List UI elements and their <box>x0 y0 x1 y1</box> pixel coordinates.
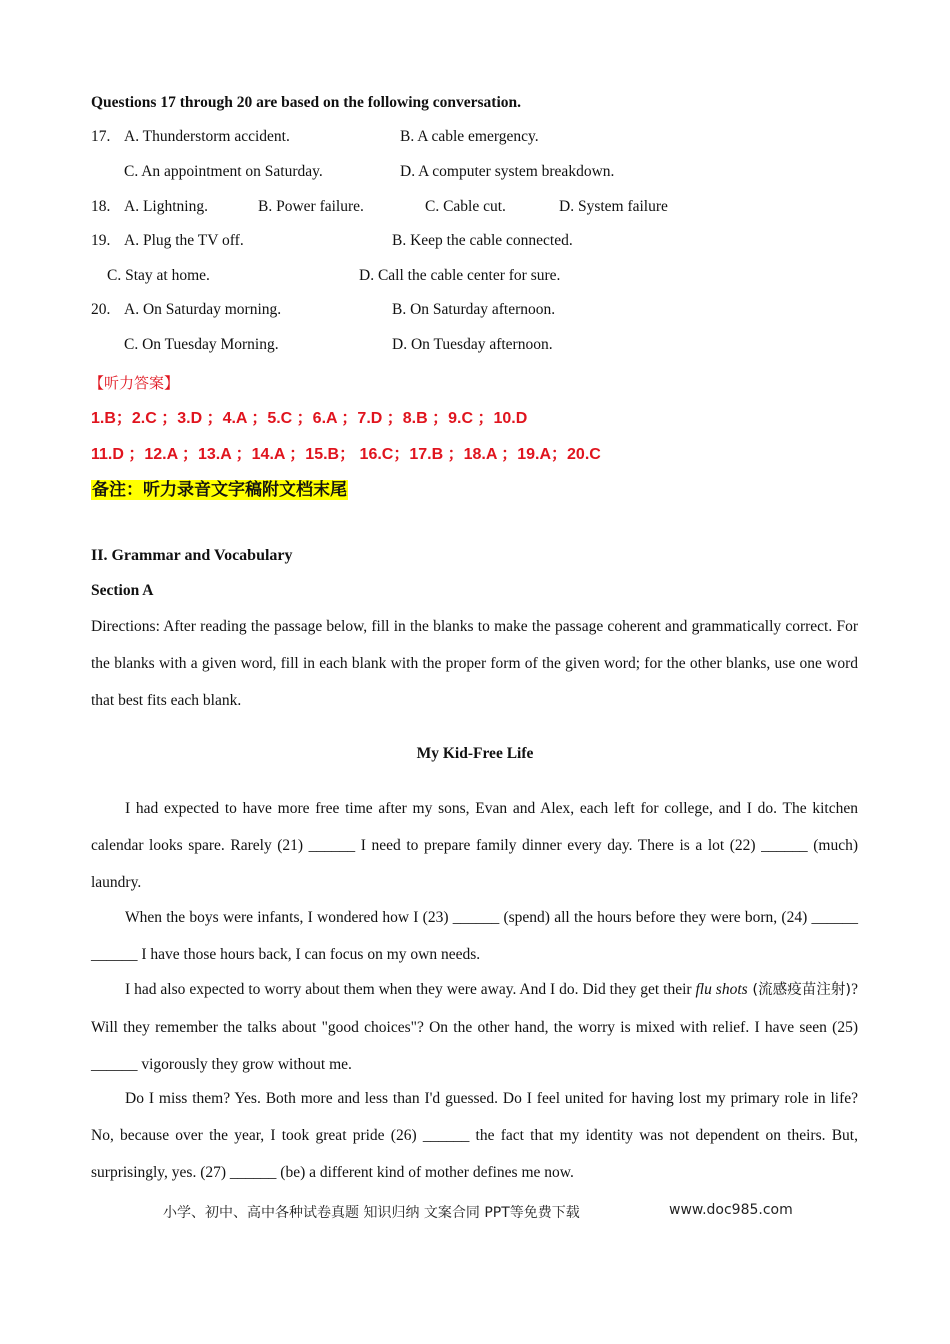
q18-option-a: A. Lightning. <box>124 198 208 215</box>
q17-option-b: B. A cable emergency. <box>400 128 539 145</box>
passage-paragraph-2: When the boys were infants, I wondered how I (23) ______ (spend) all the hours before they were born, (24) ______ ______ I have those hours back, I can focus on my own needs. <box>91 909 858 963</box>
q17-option-d: D. A computer system breakdown. <box>400 163 615 180</box>
section-title: II. Grammar and Vocabulary <box>91 547 293 564</box>
passage-paragraph-4: Do I miss them? Yes. Both more and less than I'd guessed. Do I feel united for having lost my primary role in life? No, because over the year, I took great pride (26) ______ the fact that my identity was not dependent on theirs. But, surprisingly, yes. (27) ______ (be) a different kind of mother defines me now. <box>91 1090 858 1181</box>
q17-option-a: A. Thunderstorm accident. <box>124 128 290 145</box>
flu-shots-term: flu shots <box>695 981 748 998</box>
q19-option-d: D. Call the cable center for sure. <box>359 267 561 284</box>
directions: Directions: After reading the passage below, fill in the blanks to make the passage coherent and grammatically correct. For the blanks with a given word, fill in each blank with the proper form of the given word; for the other blanks, use one word that best fits each blank. <box>91 618 858 709</box>
section-subtitle: Section A <box>91 582 154 599</box>
answers-note: 备注：听力录音文字稿附文档末尾 <box>92 480 347 500</box>
q17-option-c: C. An appointment on Saturday. <box>124 163 323 180</box>
footer-site-link[interactable]: www.doc985.com <box>669 1202 793 1218</box>
q18-option-b: B. Power failure. <box>258 198 364 215</box>
q20-option-c: C. On Tuesday Morning. <box>124 336 279 353</box>
passage-title: My Kid-Free Life <box>416 745 534 762</box>
q19-option-b: B. Keep the cable connected. <box>392 232 573 249</box>
q20-number: 20. <box>91 301 111 318</box>
passage-paragraph-3: I had also expected to worry about them when they were away. And I do. Did they get their flu shots (流感疫苗注射)? Will they remember the talks about "good choices"? On the other hand, the worry is mixed with relief. I have seen (25) ______ vigorously they grow without me. <box>91 981 858 1073</box>
questions-heading: Questions 17 through 20 are based on the following conversation. <box>91 94 522 111</box>
q19-option-a: A. Plug the TV off. <box>124 232 244 249</box>
q19-number: 19. <box>91 232 111 249</box>
q19-option-c: C. Stay at home. <box>107 267 210 284</box>
footer-text: 小学、初中、高中各种试卷真题 知识归纳 文案合同 PPT等免费下载 <box>163 1205 580 1221</box>
q18-option-d: D. System failure <box>559 198 668 215</box>
q17-number: 17. <box>91 128 111 145</box>
q20-option-a: A. On Saturday morning. <box>124 301 282 318</box>
q20-option-d: D. On Tuesday afternoon. <box>392 336 553 353</box>
q18-option-c: C. Cable cut. <box>425 198 506 215</box>
answers-line-2: 11.D ；12.A ；13.A ；14.A ；15.B； 16.C；17.B ；18.A ；19.A；20.C <box>91 446 601 463</box>
passage-paragraph-1: I had expected to have more free time after my sons, Evan and Alex, each left for college, and I do. The kitchen calendar looks spare. Rarely (21) ______ I need to prepare family dinner every day. There is a lot (22) ______ (much) laundry. <box>91 800 858 891</box>
q18-number: 18. <box>91 198 111 215</box>
q20-option-b: B. On Saturday afternoon. <box>392 301 556 318</box>
answers-label: 【听力答案】 <box>89 374 180 392</box>
answers-line-1: 1.B；2.C ；3.D ；4.A ；5.C ；6.A ；7.D ；8.B ；9.C ；10.D <box>91 410 528 427</box>
